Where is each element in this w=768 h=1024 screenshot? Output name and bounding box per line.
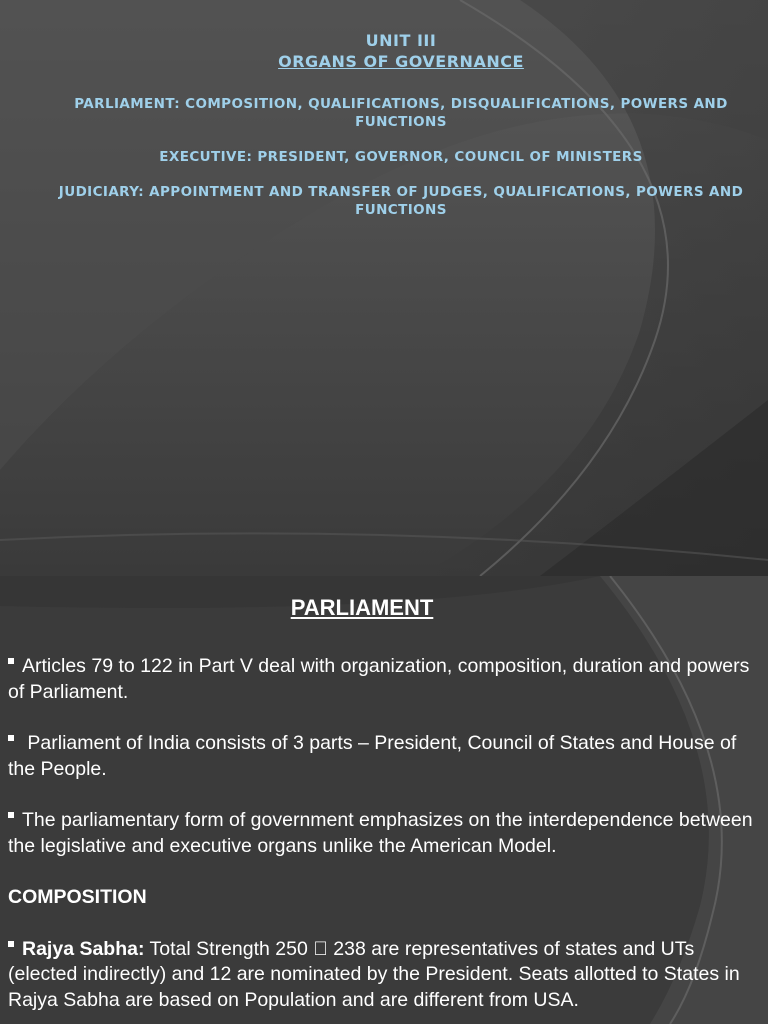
rajya-sabha-label: Rajya Sabha: <box>22 937 145 960</box>
slide-parliament <box>0 576 768 1024</box>
unit-label: UNIT III <box>365 31 437 50</box>
unit-overview-text <box>36 30 766 219</box>
topic-judiciary: JUDICIARY: APPOINTMENT AND TRANSFER OF JUDGES, QUALIFICATIONS, POWERS AND FUNCTIONS <box>58 184 744 218</box>
topic-parliament: PARLIAMENT: COMPOSITION, QUALIFICATIONS, DISQUALIFICATIONS, POWERS AND FUNCTIONS <box>74 96 728 130</box>
paragraph-parliamentary-form <box>8 808 760 859</box>
bullet-icon <box>8 735 14 741</box>
paragraph-text: Articles 79 to 122 in Part V deal with organization, composition, duration and powers of Parliament. <box>8 655 750 703</box>
paragraph-text: The parliamentary form of government emphasizes on the interdependence between the legislative and executive organs unlike the American Model. <box>8 809 753 857</box>
composition-heading: COMPOSITION <box>8 886 147 908</box>
slide-title: PARLIAMENT <box>290 595 434 620</box>
bullet-icon <box>8 658 14 664</box>
paragraph-rajya-sabha <box>8 937 760 1014</box>
paragraph-parts <box>8 731 760 782</box>
parliament-content <box>8 594 760 1013</box>
bullet-icon <box>8 941 14 947</box>
bullet-icon <box>8 812 14 818</box>
paragraph-text: Parliament of India consists of 3 parts – President, Council of States and House of the People. <box>8 732 737 780</box>
topic-executive: EXECUTIVE: PRESIDENT, GOVERNOR, COUNCIL OF MINISTERS <box>159 149 643 165</box>
unit-title: ORGANS OF GOVERNANCE <box>278 52 524 71</box>
rajya-sabha-text: Total Strength 250 238 are representatives of states and UTs (elected indirectly) and 12 are nominated by the President. Seats allotted to States in Rajya Sabha are based on Population and are different from USA. <box>8 937 749 1011</box>
paragraph-articles <box>8 654 760 705</box>
